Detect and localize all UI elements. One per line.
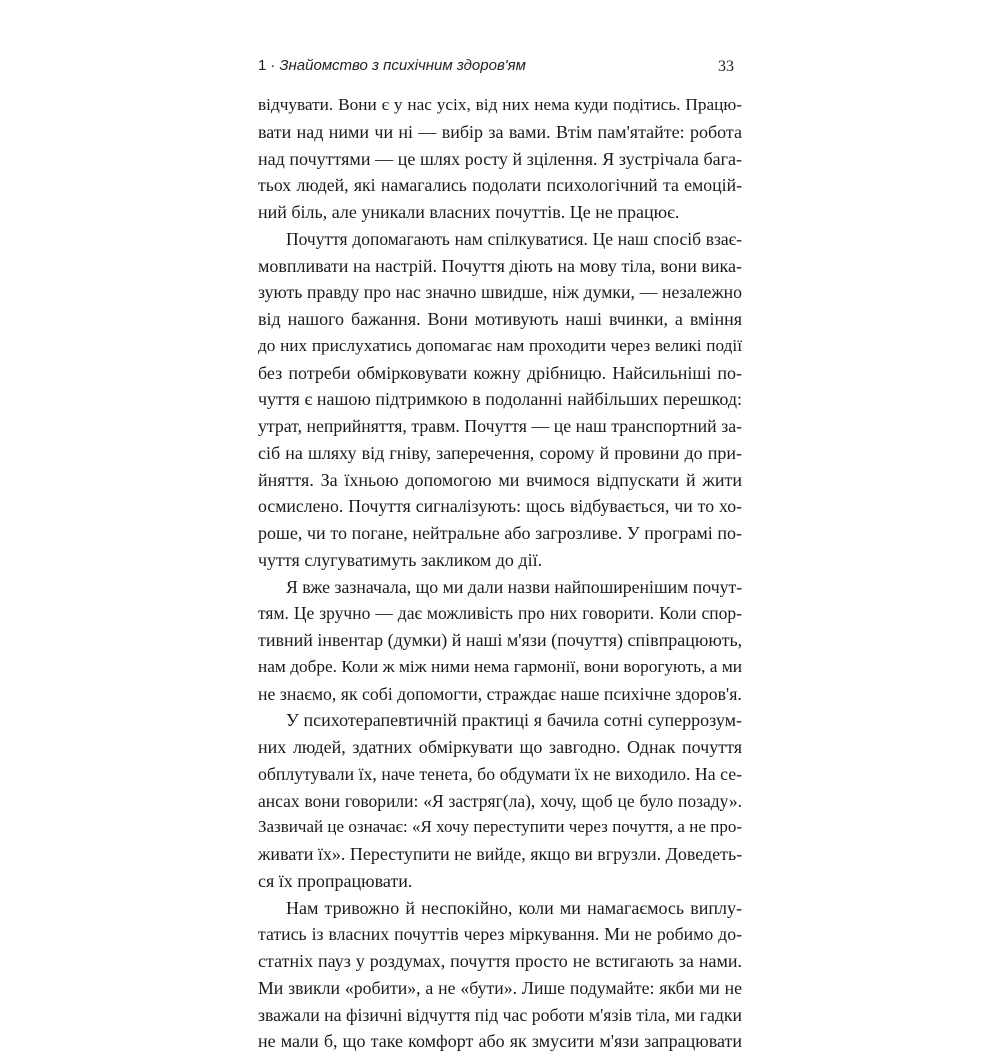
text-line: обплутували їх, наче тенета, бо обдумати їх не виходило. На се- — [258, 761, 742, 788]
text-line: сіб на шляху від гніву, заперечення, сорому й провини до при- — [258, 440, 742, 467]
text-line: У психотерапевтичній практиці я бачила сотні суперрозум- — [258, 707, 742, 734]
text-line: татись із власних почуттів через міркування. Ми не робимо до- — [258, 921, 742, 948]
text-line: тьох людей, які намагались подолати психологічний та емоцій- — [258, 172, 742, 199]
text-line: до них прислухатись допомагає нам проходити через великі події — [258, 333, 742, 360]
text-line: не мали б, що таке комфорт або як змусити м'язи запрацювати — [258, 1028, 742, 1055]
text-line: ний біль, але уникали власних почуттів. Це не працює. — [258, 199, 742, 226]
paragraph-4 — [258, 707, 742, 894]
text-line: Я вже зазначала, що ми дали назви найпоширенішим почут- — [258, 574, 742, 601]
text-line: Ми звикли «робити», а не «бути». Лише подумайте: якби ми не — [258, 975, 742, 1002]
chapter-number: 1 — [258, 57, 266, 74]
text-line: чуття слугуватимуть закликом до дії. — [258, 547, 742, 574]
text-line: Почуття допомагають нам спілкуватися. Це наш спосіб взає- — [258, 226, 742, 253]
paragraph-1 — [258, 92, 742, 226]
text-line: від нашого бажання. Вони мотивують наші вчинки, а вміння — [258, 306, 742, 333]
text-line: чуття є нашою підтримкою в подоланні найбільших перешкод: — [258, 386, 742, 413]
text-line: мовпливати на настрій. Почуття діють на мову тіла, вони вика- — [258, 253, 742, 280]
text-line: роше, чи то погане, нейтральне або загрозливе. У програмі по- — [258, 520, 742, 547]
text-line: не знаємо, як собі допомогти, страждає наше психічне здоров'я. — [258, 681, 742, 708]
paragraph-2 — [258, 226, 742, 574]
text-line: тям. Це зручно — дає можливість про них говорити. Коли спор- — [258, 600, 742, 627]
text-line: зують правду про нас значно швидше, ніж думки, — незалежно — [258, 279, 742, 306]
text-line: зважали на фізичні відчуття під час роботи м'язів тіла, ми гадки — [258, 1002, 742, 1029]
text-line: тивний інвентар (думки) й наші м'язи (почуття) співпрацюють, — [258, 627, 742, 654]
text-line: ансах вони говорили: «Я застряг(ла), хочу, щоб це було позаду». — [258, 788, 742, 815]
page-number: 33 — [718, 58, 734, 76]
text-line: Зазвичай це означає: «Я хочу переступити через почуття, а не про- — [258, 814, 742, 841]
header-separator: · — [266, 57, 279, 74]
running-head — [258, 57, 526, 74]
paragraph-5 — [258, 895, 742, 1055]
text-line: Нам тривожно й неспокійно, коли ми намагаємось виплу- — [258, 895, 742, 922]
paragraph-3 — [258, 574, 742, 708]
text-line: над почуттями — це шлях росту й зцілення. Я зустрічала бага- — [258, 146, 742, 173]
text-line: йняття. За їхньою допомогою ми вчимося відпускати й жити — [258, 467, 742, 494]
text-line: статніх пауз у роздумах, почуття просто не встигають за нами. — [258, 948, 742, 975]
text-line: живати їх». Переступити не вийде, якщо ви вгрузли. Доведеть- — [258, 841, 742, 868]
text-line: без потреби обмірковувати кожну дрібницю. Найсильніші по- — [258, 360, 742, 387]
text-line: нам добре. Коли ж між ними нема гармонії, вони ворогують, а ми — [258, 654, 742, 681]
chapter-title: Знайомство з психічним здоров'ям — [279, 57, 526, 74]
text-line: вати над ними чи ні — вибір за вами. Втім пам'ятайте: робота — [258, 119, 742, 146]
text-line: них людей, здатних обміркувати що завгодно. Однак почуття — [258, 734, 742, 761]
text-line: осмислено. Почуття сигналізують: щось відбувається, чи то хо- — [258, 493, 742, 520]
text-line: утрат, неприйняття, травм. Почуття — це наш транспортний за- — [258, 413, 742, 440]
text-line: ся їх пропрацювати. — [258, 868, 742, 895]
body-text — [258, 92, 742, 1055]
text-line: відчувати. Вони є у нас усіх, від них нема куди подітись. Працю- — [258, 92, 742, 119]
